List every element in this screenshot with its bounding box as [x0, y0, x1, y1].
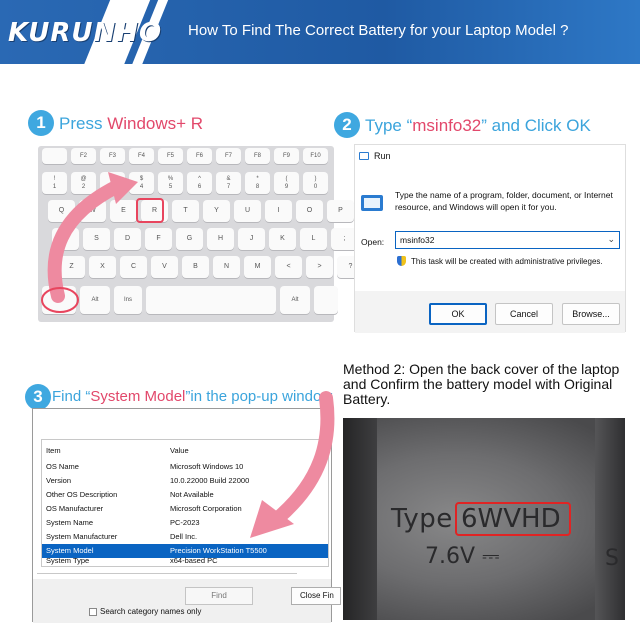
keyboard-key: $ 4	[129, 172, 154, 194]
step-2-prefix: Type “	[365, 116, 413, 135]
cancel-button[interactable]: Cancel	[495, 303, 553, 325]
row-item: OS Name	[46, 462, 79, 471]
keyboard-key: % 5	[158, 172, 183, 194]
sysinfo-bottom-bar	[33, 579, 331, 623]
step-2-highlight: msinfo32	[412, 116, 482, 135]
brand-logo: KURUNHO	[8, 18, 163, 48]
keyboard-key: T	[172, 200, 199, 222]
search-category-checkbox[interactable]	[89, 607, 201, 616]
keyboard-key: Y	[203, 200, 230, 222]
header-item: Item	[46, 446, 61, 455]
battery-voltage: 7.6V ⎓	[425, 544, 500, 569]
checkbox-box[interactable]	[89, 608, 97, 616]
admin-note-text: This task will be created with administrative privileges.	[411, 256, 603, 266]
keyboard-key: F5	[158, 148, 183, 164]
keyboard-key: J	[238, 228, 265, 250]
keyboard-key: ( 9	[274, 172, 299, 194]
keyboard-key: R	[141, 200, 168, 222]
close-find-button[interactable]: Close Fin	[291, 587, 341, 605]
admin-note	[397, 256, 603, 266]
step-3-highlight: System Model	[90, 388, 186, 405]
row-item: System Type	[46, 556, 90, 565]
keyboard-key: L	[300, 228, 327, 250]
row-value: Microsoft Windows 10	[170, 462, 244, 471]
battery-type-label: Type	[391, 504, 453, 534]
keyboard-key: U	[234, 200, 261, 222]
open-combobox[interactable]	[395, 231, 620, 249]
pink-arrow-head	[108, 172, 138, 204]
header-banner	[0, 0, 640, 64]
keyboard-key: Alt	[280, 286, 310, 314]
keyboard-key: F3	[100, 148, 125, 164]
checkbox-label: Search category names only	[100, 607, 202, 616]
row-item: System Manufacturer	[46, 532, 118, 541]
run-program-icon	[361, 195, 383, 211]
step-3-prefix: Find “	[52, 388, 91, 405]
find-button[interactable]: Find	[185, 587, 253, 605]
keyboard-key: K	[269, 228, 296, 250]
keyboard-key: D	[114, 228, 141, 250]
photo-shadow-right	[595, 418, 625, 620]
row-value: Precision WorkStation T5500	[170, 546, 267, 555]
banner-title: How To Find The Correct Battery for your Laptop Model ?	[188, 22, 569, 39]
run-title: Run	[374, 151, 391, 161]
row-value: x64-based PC	[170, 556, 218, 565]
row-value: Dell Inc.	[170, 532, 198, 541]
keyboard-key: F2	[71, 148, 96, 164]
keyboard-key: V	[151, 256, 178, 278]
photo-shadow-left	[343, 418, 377, 620]
method-2-text: Method 2: Open the back cover of the laptop and Confirm the battery model with Original Battery.	[343, 361, 620, 407]
row-value: Microsoft Corporation	[170, 504, 242, 513]
keyboard-key: Z	[58, 256, 85, 278]
keyboard-key: @ 2	[71, 172, 96, 194]
step-2-suffix: ” and Click OK	[481, 116, 591, 135]
keyboard-key: E	[110, 200, 137, 222]
pink-arrow-body	[55, 186, 118, 296]
keyboard-overlay	[38, 146, 334, 322]
table-row[interactable]	[42, 558, 328, 566]
keyboard-key: N	[213, 256, 240, 278]
keyboard-key: F9	[274, 148, 299, 164]
open-input-value[interactable]: msinfo32	[400, 235, 435, 245]
keyboard-key: B	[182, 256, 209, 278]
keyboard-key: & 7	[216, 172, 241, 194]
battery-edge-text: S	[605, 546, 619, 571]
row-value: PC-2023	[170, 518, 200, 527]
row-item: Other OS Description	[46, 490, 118, 499]
shield-icon	[397, 256, 406, 266]
keyboard-key: C	[120, 256, 147, 278]
keyboard-key: * 8	[245, 172, 270, 194]
keyboard-key: F8	[245, 148, 270, 164]
row-item: OS Manufacturer	[46, 504, 104, 513]
row-value: 10.0.22000 Build 22000	[170, 476, 250, 485]
keyboard-key: M	[244, 256, 271, 278]
keyboard-key: F6	[187, 148, 212, 164]
keyboard-key: F	[145, 228, 172, 250]
horizontal-scrollbar[interactable]	[37, 573, 297, 574]
pink-arrow-overlay	[240, 392, 340, 552]
battery-model-code: 6WVHD	[461, 504, 561, 534]
step-2-text	[365, 116, 591, 136]
step-1-prefix: Press	[59, 114, 108, 133]
run-description: Type the name of a program, folder, document, or Internet resource, and Windows will open it for you.	[395, 190, 613, 212]
keyboard-key: O	[296, 200, 323, 222]
pink-arrow-body	[278, 398, 327, 518]
run-titlebar	[355, 145, 625, 167]
ok-button[interactable]: OK	[429, 303, 487, 325]
browse-button[interactable]: Browse...	[562, 303, 620, 325]
row-item: System Name	[46, 518, 94, 527]
keyboard-key: Ins	[114, 286, 142, 314]
keyboard-key: F7	[216, 148, 241, 164]
keyboard-key: W	[79, 200, 106, 222]
keyboard-key: ;	[331, 228, 358, 250]
keyboard-key: X	[89, 256, 116, 278]
row-item: Version	[46, 476, 72, 485]
open-label: Open:	[361, 237, 385, 247]
row-value: Not Available	[170, 490, 214, 499]
keyboard-key: ^ 6	[187, 172, 212, 194]
keyboard-key: G	[176, 228, 203, 250]
run-dialog	[354, 144, 626, 332]
keyboard-key: H	[207, 228, 234, 250]
header-value: Value	[170, 446, 189, 455]
run-icon	[359, 152, 369, 160]
keyboard-key: S	[83, 228, 110, 250]
keyboard-key: >	[306, 256, 333, 278]
keyboard-key: <	[275, 256, 302, 278]
keyboard-key: A	[52, 228, 79, 250]
r-key-highlight	[137, 199, 163, 222]
step-3-number: 3	[25, 384, 51, 410]
keyboard-key: P	[327, 200, 354, 222]
chevron-down-icon[interactable]: ⌄	[607, 234, 615, 244]
step-1-text	[59, 114, 203, 134]
keyboard-key: F4	[129, 148, 154, 164]
step-2-number: 2	[334, 112, 360, 138]
keyboard-key: Alt	[80, 286, 110, 314]
step-3-suffix: ”in the pop-up window	[185, 388, 333, 405]
step-1-number: 1	[28, 110, 54, 136]
battery-label-photo	[343, 418, 625, 620]
row-item: System Model	[46, 546, 94, 555]
step-1-highlight: Windows+ R	[107, 114, 204, 133]
keyboard-key: ! 1	[42, 172, 67, 194]
keyboard-key: ?	[337, 256, 364, 278]
keyboard-key: ⊞	[42, 286, 76, 314]
keyboard-key: I	[265, 200, 292, 222]
keyboard-key: Q	[48, 200, 75, 222]
keyboard-key: F10	[303, 148, 328, 164]
keyboard-key: ) 0	[303, 172, 328, 194]
